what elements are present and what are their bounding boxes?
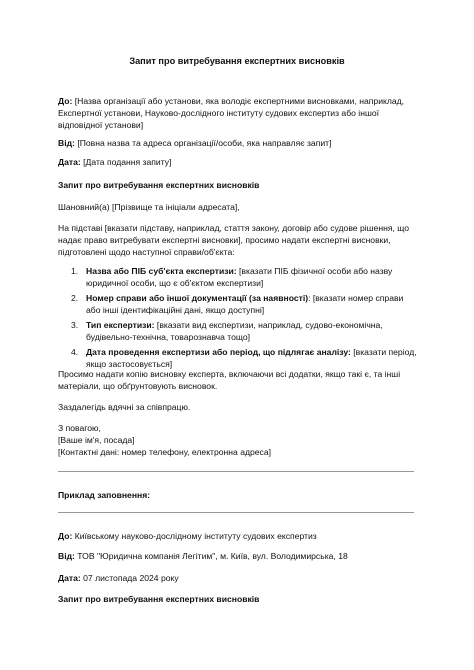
divider — [58, 471, 414, 472]
to-text: [Назва організації або установи, яка володіє експертними висновками, наприклад, Експертної установи, Науково-дослідного інституту судових експертиз або іншої відповідної установи] — [58, 96, 405, 130]
divider — [58, 512, 414, 513]
item-label: Тип експертизи: — [86, 320, 155, 330]
example-date-field — [58, 572, 420, 584]
subject-heading: Запит про витребування експертних висновків — [58, 180, 260, 190]
date-text: [Дата подання запиту] — [83, 157, 172, 167]
item-text: : [вказати номер справи або інші ідентифікаційні дані, якщо доступні] — [86, 293, 404, 315]
example-heading: Приклад заповнення: — [58, 490, 151, 500]
date-field — [58, 156, 420, 168]
from-text: [Повна назва та адреса організації/особи, яка направляє запит] — [77, 138, 332, 148]
example-from-text: ТОВ "Юридична компанія Легітим", м. Київ, вул. Володимирська, 18 — [74, 551, 348, 561]
request-items-list — [58, 265, 418, 373]
example-from-field — [58, 550, 420, 562]
list-item: 1. Назва або ПІБ суб'єкта експертизи: [вказати ПІБ фізичної особи або назву юридичної особи, що є об'єктом експертизи] — [71, 266, 393, 288]
list-item: 3. Тип експертизи: [вказати вид експертизи, наприклад, судово-економічна, будівельно-технічна, товарознавча тощо] — [71, 320, 383, 342]
item-text: [вказати ПІБ фізичної особи або назву юридичної особи, що є об'єктом експертизи] — [86, 266, 393, 288]
item-text: [вказати період, якщо застосовується] — [86, 347, 417, 369]
greeting: Шановний(а) [Прізвище та ініціали адресата], — [58, 202, 240, 212]
example-to-text: Київському науково-дослідному інституту судових експертиз — [72, 531, 317, 541]
example-subject-heading: Запит про витребування експертних висновків — [58, 594, 260, 604]
item-label: Номер справи або іншої документації (за наявності) — [86, 293, 309, 303]
example-from-label: Від: — [58, 551, 75, 561]
document-title: Запит про витребування експертних висновків — [129, 56, 345, 66]
thanks-line: Заздалегідь вдячні за співпрацю. — [58, 402, 191, 412]
example-to-field — [58, 530, 420, 542]
item-label: Назва або ПІБ суб'єкта експертизи: — [86, 266, 237, 276]
item-label: Дата проведення експертизи або період, що підлягає аналізу: — [86, 347, 351, 357]
list-item: 4. Дата проведення експертизи або період, що підлягає аналізу: [вказати період, якщо застосовується] — [71, 347, 417, 369]
example-date-label: Дата: — [58, 573, 81, 583]
from-field — [58, 137, 420, 149]
closing-line: З повагою, — [58, 423, 101, 433]
body-paragraph-1: На підставі [вказати підставу, наприклад, стаття закону, договір або судове рішення, що надає право витребувати експертні висновки], просимо надати експертні висновки, підготовлені щодо наступної справи/об'єкта: — [58, 223, 410, 257]
example-date-text: 07 листопада 2024 року — [80, 573, 179, 583]
body-paragraph-2: Просимо надати копію висновку експерта, включаючи всі додатки, якщо такі є, та інші матеріали, що обґрунтовують висновок. — [58, 369, 401, 391]
list-item: 2. Номер справи або іншої документації (за наявності): [вказати номер справи або інші ідентифікаційні дані, якщо доступні] — [71, 293, 404, 315]
to-label: До: — [58, 96, 73, 106]
item-text: [вказати вид експертизи, наприклад, судово-економічна, будівельно-технічна, товарознавча тощо] — [86, 320, 383, 342]
example-to-label: До: — [58, 531, 73, 541]
signature-name: [Ваше ім'я, посада] — [58, 435, 135, 445]
date-label: Дата: — [58, 157, 81, 167]
signature-contact: [Контактні дані: номер телефону, електронна адреса] — [58, 447, 272, 457]
from-label: Від: — [58, 138, 75, 148]
to-field — [58, 95, 420, 131]
